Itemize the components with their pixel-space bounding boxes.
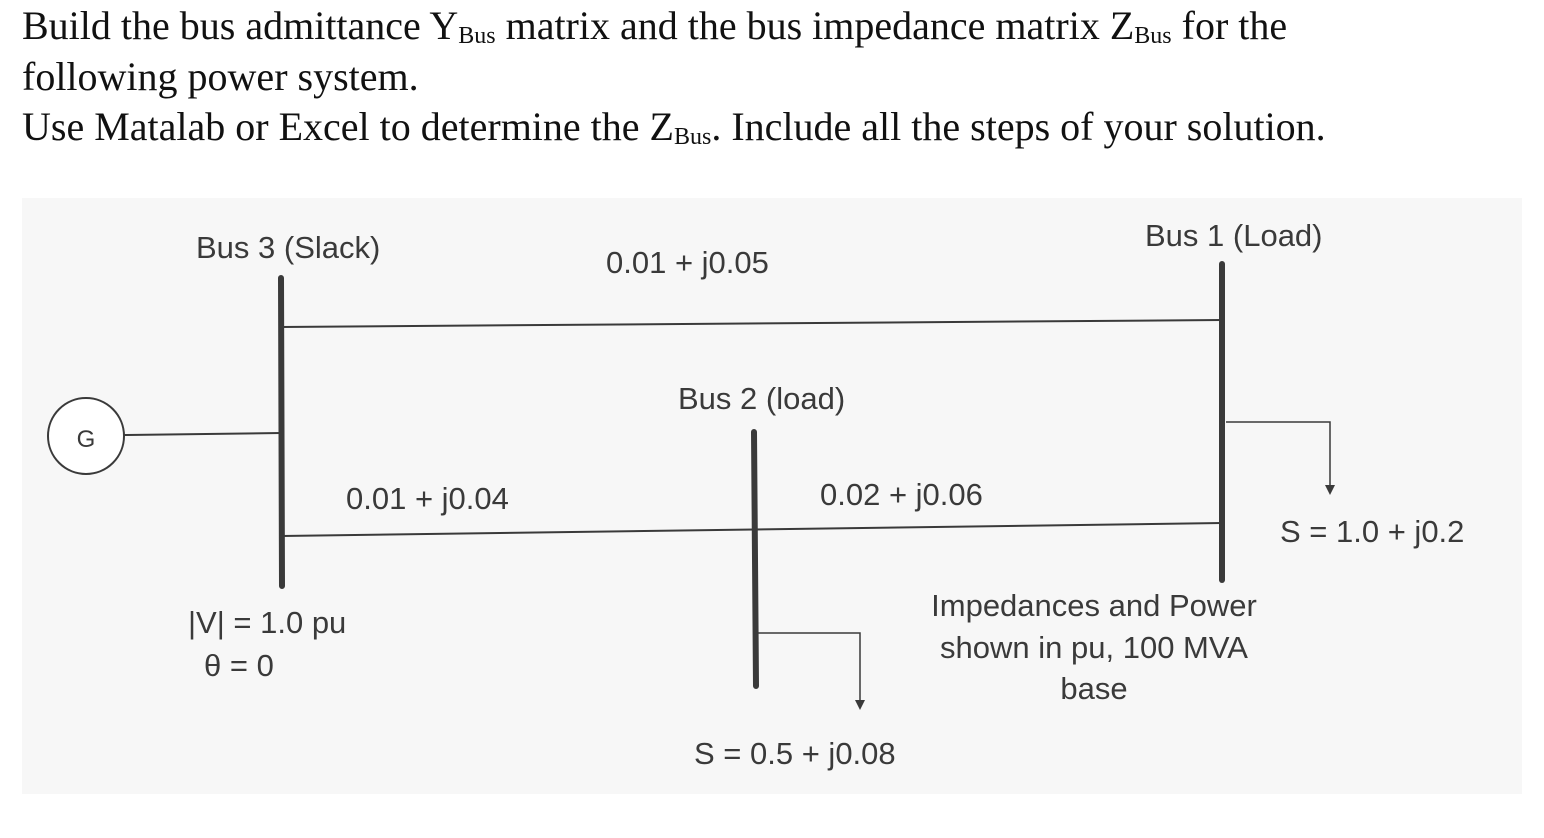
question-text: . Include all the steps of your solution. [711, 104, 1326, 149]
bus2-bar [754, 432, 756, 686]
question-text: Build the bus admittance Y [22, 3, 459, 48]
subscript: Bus [458, 23, 496, 49]
bus1-label: Bus 1 (Load) [1145, 218, 1323, 253]
note-line-3: base [1060, 671, 1128, 706]
slack-voltage-label: |V| = 1.0 pu [188, 605, 347, 640]
bus2-label: Bus 2 (load) [678, 381, 846, 416]
question-text: Use Matalab or Excel to determine the Z [22, 104, 674, 149]
question-text: matrix and the bus impedance matrix Z [495, 3, 1135, 48]
line-2-1-impedance: 0.02 + j0.06 [820, 477, 983, 512]
subscript: Bus [673, 124, 712, 150]
bus1-load-label: S = 1.0 + j0.2 [1280, 514, 1465, 549]
line-3-2-impedance: 0.01 + j0.04 [346, 481, 509, 516]
diagram-background [22, 198, 1522, 794]
bus3-label: Bus 3 (Slack) [196, 230, 381, 265]
subscript: Bus [1134, 23, 1172, 49]
question-text: for the [1171, 3, 1288, 48]
question-line-2: following power system. [22, 54, 419, 99]
generator-label: G [76, 426, 96, 453]
note-line-1: Impedances and Power [931, 588, 1257, 623]
bus3-bar [281, 278, 282, 586]
slack-angle-label: θ = 0 [204, 648, 274, 683]
line-3-1-impedance: 0.01 + j0.05 [606, 245, 769, 280]
bus2-load-label: S = 0.5 + j0.08 [694, 736, 896, 771]
note-line-2: shown in pu, 100 MVA [940, 630, 1248, 665]
